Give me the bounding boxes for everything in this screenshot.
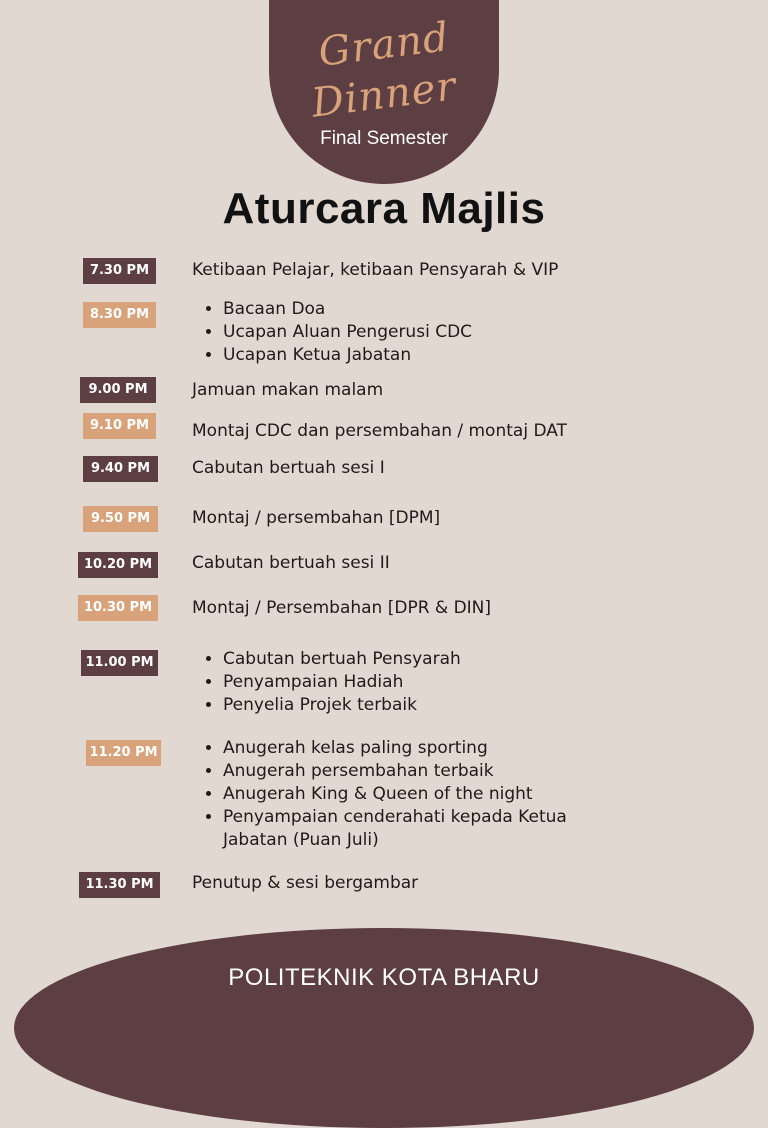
schedule-text: Cabutan bertuah sesi I (192, 458, 385, 478)
time-badge: 7.30 PM (83, 258, 156, 284)
time-badge: 10.30 PM (78, 595, 158, 621)
schedule-text: Montaj / Persembahan [DPR & DIN] (192, 598, 492, 618)
schedule-bullet-list (205, 737, 603, 852)
time-badge: 9.10 PM (83, 413, 156, 439)
time-badge: 10.20 PM (78, 552, 158, 578)
list-item: • Ucapan Ketua Jabatan (223, 344, 472, 367)
footer-institution-name: POLITEKNIK KOTA BHARU (228, 964, 540, 991)
time-badge: 9.50 PM (83, 506, 158, 532)
list-item: • Penyampaian Hadiah (223, 671, 461, 694)
script-title-grand: Grand (316, 14, 452, 76)
time-badge: 11.00 PM (81, 650, 158, 676)
schedule-text: Ketibaan Pelajar, ketibaan Pensyarah & VIP (192, 260, 559, 280)
schedule-bullet-list (205, 298, 472, 367)
list-item: • Anugerah persembahan terbaik (223, 760, 603, 783)
list-item: • Ucapan Aluan Pengerusi CDC (223, 321, 472, 344)
list-item: • Bacaan Doa (223, 298, 472, 321)
time-badge: 11.20 PM (86, 740, 161, 766)
list-item: • Penyampaian cenderahati kepada Ketua Jabatan (Puan Juli) (223, 806, 603, 852)
time-badge: 11.30 PM (79, 872, 160, 898)
schedule-text: Montaj / persembahan [DPM] (192, 508, 441, 528)
time-badge: 8.30 PM (83, 302, 156, 328)
event-subtitle: Final Semester (320, 128, 448, 149)
footer-band (14, 928, 754, 1128)
schedule-text: Cabutan bertuah sesi II (192, 553, 390, 573)
time-badge: 9.40 PM (83, 456, 158, 482)
schedule-text: Penutup & sesi bergambar (192, 873, 419, 893)
script-title-dinner: Dinner (309, 63, 459, 127)
list-item: • Anugerah kelas paling sporting (223, 737, 603, 760)
list-item: • Cabutan bertuah Pensyarah (223, 648, 461, 671)
schedule-bullet-list (205, 648, 461, 717)
schedule-text: Jamuan makan malam (192, 380, 384, 400)
page-title: Aturcara Majlis (222, 184, 546, 233)
time-badge: 9.00 PM (80, 377, 156, 403)
list-item: • Anugerah King & Queen of the night (223, 783, 603, 806)
schedule-text: Montaj CDC dan persembahan / montaj DAT (192, 421, 567, 441)
header-arch (269, 0, 499, 184)
list-item: • Penyelia Projek terbaik (223, 694, 461, 717)
